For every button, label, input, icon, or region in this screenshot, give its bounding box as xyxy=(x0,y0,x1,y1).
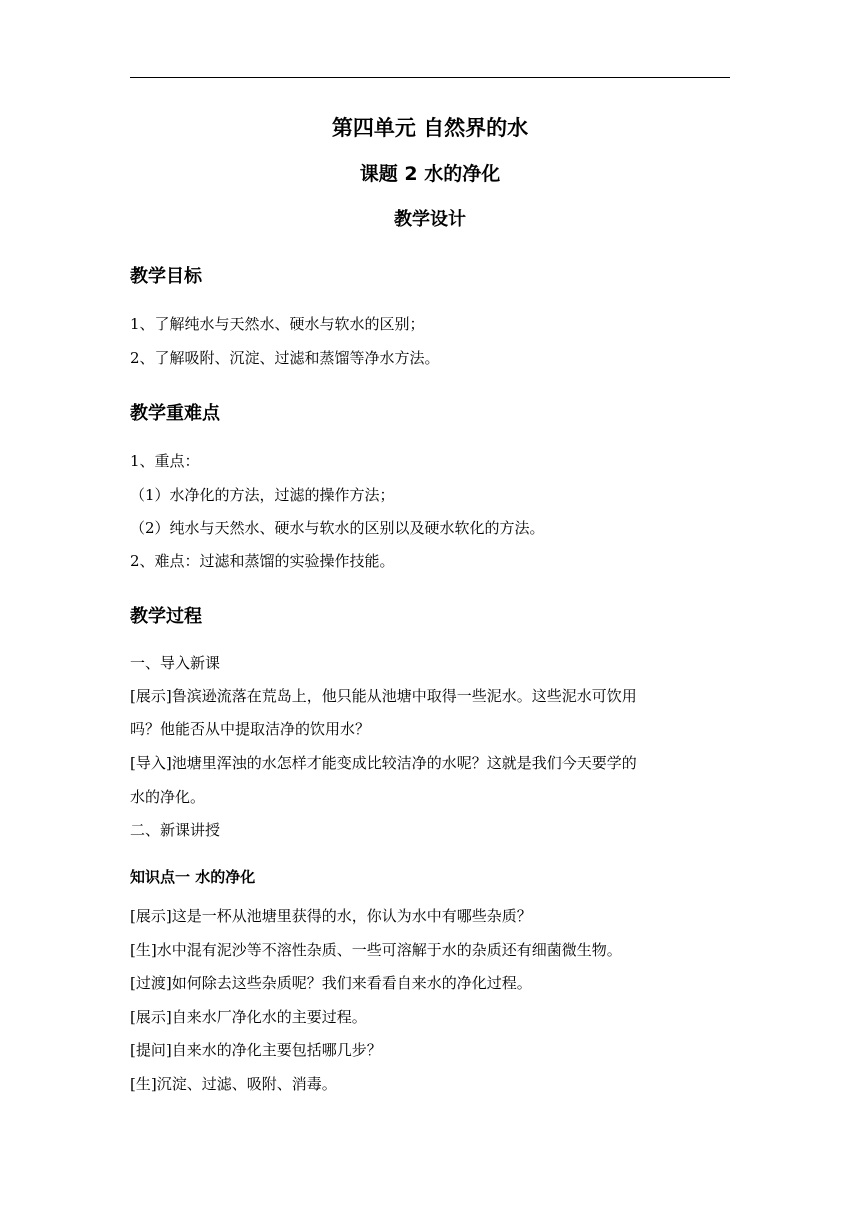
intro-line: 水的净化。 xyxy=(130,788,206,806)
lesson-title: 课题 2 水的净化 xyxy=(359,163,501,185)
objective-item: 1、了解纯水与天然水、硬水与软水的区别； xyxy=(130,315,425,333)
intro-heading: 一、导入新课 xyxy=(130,654,221,672)
lesson-line: [展示]自来水厂净化水的主要过程。 xyxy=(130,1008,367,1026)
lesson-line: [过渡]如何除去这些杂质呢？我们来看看自来水的净化过程。 xyxy=(130,974,532,992)
key-points-heading: 教学重难点 xyxy=(130,403,220,424)
lesson-line: [展示]这是一杯从池塘里获得的水，你认为水中有哪些杂质？ xyxy=(130,907,532,925)
lesson-line: [提问]自来水的净化主要包括哪几步？ xyxy=(130,1041,382,1059)
objective-item: 2、了解吸附、沉淀、过滤和蒸馏等净水方法。 xyxy=(130,349,440,367)
knowledge-point-heading: 知识点一 水的净化 xyxy=(130,868,256,886)
intro-line: [导入]池塘里浑浊的水怎样才能变成比较洁净的水呢？这就是我们今天要学的 xyxy=(130,754,637,772)
unit-title: 第四单元 自然界的水 xyxy=(331,116,529,140)
lesson-line: [生]沉淀、过滤、吸附、消毒。 xyxy=(130,1075,337,1093)
key-point-item: （1）水净化的方法，过滤的操作方法； xyxy=(130,486,395,504)
key-point-item: 2、难点：过滤和蒸馏的实验操作技能。 xyxy=(130,552,395,570)
header-rule xyxy=(130,77,730,78)
intro-line: [展示]鲁滨逊流落在荒岛上，他只能从池塘中取得一些泥水。这些泥水可饮用 xyxy=(130,687,637,705)
key-point-item: 1、重点： xyxy=(130,452,200,470)
objectives-heading: 教学目标 xyxy=(130,266,202,287)
process-heading: 教学过程 xyxy=(130,606,202,627)
intro-line: 吗？他能否从中提取洁净的饮用水？ xyxy=(130,720,371,738)
document-type: 教学设计 xyxy=(394,209,466,230)
key-point-item: （2）纯水与天然水、硬水与软水的区别以及硬水软化的方法。 xyxy=(130,519,545,537)
lesson-line: [生]水中混有泥沙等不溶性杂质、一些可溶解于水的杂质还有细菌微生物。 xyxy=(130,941,622,959)
new-lesson-heading: 二、新课讲授 xyxy=(130,821,221,839)
